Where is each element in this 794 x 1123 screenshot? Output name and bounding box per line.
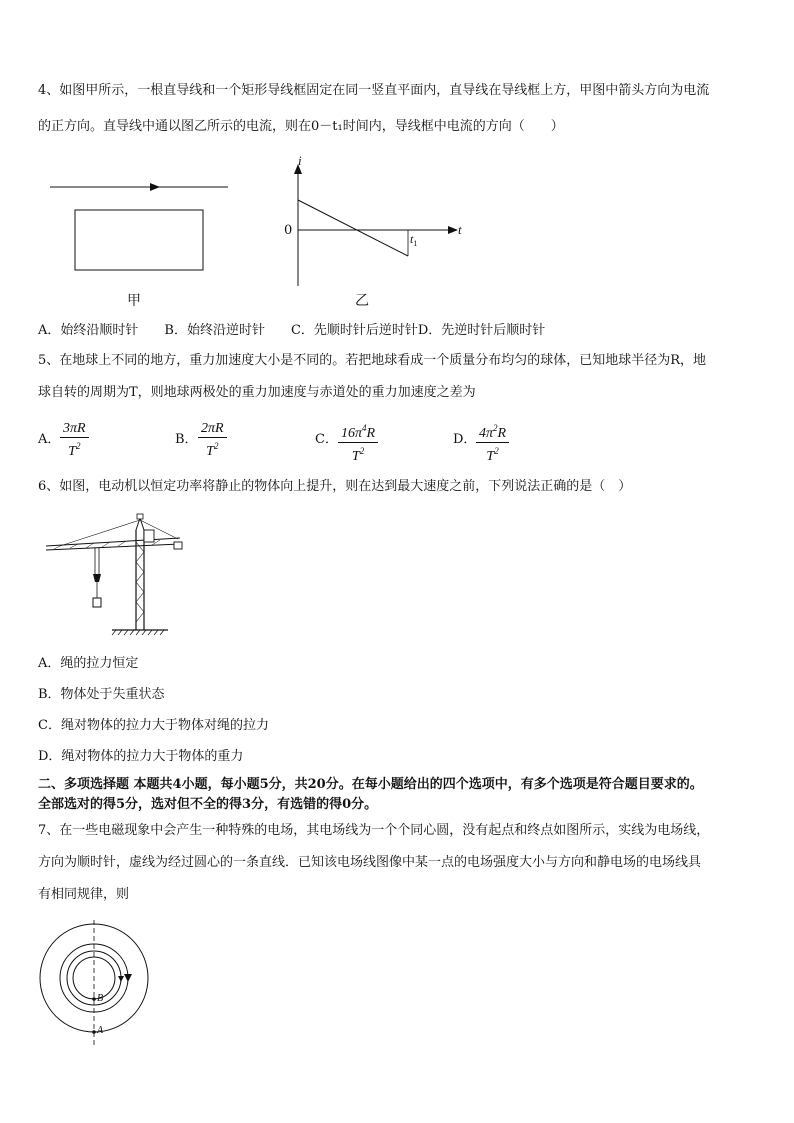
concentric-field-lines-figure (36, 918, 156, 1048)
graph-i-label: i (298, 153, 302, 168)
section2-heading-line1: 二、多项选择题 本题共4小题，每小题5分，共20分。在每小题给出的四个选项中，有多个选项是符合题目要求的。 (38, 777, 703, 792)
q5-option-d-fraction: $\frac{4\pi^2R}{T^2}$ (476, 420, 509, 465)
q6-stem: 6、如图，电动机以恒定功率将静止的物体向上提升，则在达到最大速度之前，下列说法正确的是（ ） (38, 479, 632, 494)
q5-option-c-label: C． (315, 432, 338, 447)
q5-stem-line1: 5、在地球上不同的地方，重力加速度大小是不同的。若把地球看成一个质量分布均匀的球体，已知地球半径为R，地 (38, 353, 707, 368)
figure-yi-graph (280, 152, 470, 292)
graph-t-label: t (458, 222, 462, 237)
q5-option-a-label: A． (38, 432, 61, 447)
q5-option-b-label: B． (175, 432, 198, 447)
q5-option-b-fraction: $\frac{2\pi R}{T^2}$ (198, 420, 227, 460)
point-a-label: A (97, 1025, 104, 1036)
q4-options: A．始终沿顺时针 B．始终沿逆时针 C．先顺时针后逆时针D．先逆时针后顺时针 (38, 323, 546, 338)
q5-option-a-fraction: $\frac{3\pi R}{T^2}$ (60, 420, 89, 460)
q7-stem-line1: 7、在一些电磁现象中会产生一种特殊的电场，其电场线为一个个同心圆，没有起点和终点如图所示，实线为电场线， (38, 823, 710, 838)
q5-option-c-fraction: $\frac{16\pi^4R}{T^2}$ (338, 420, 378, 465)
graph-t1-label: $t_1$ (410, 232, 418, 248)
x-axis-arrow-icon (448, 226, 458, 234)
q7-stem-line3: 有相同规律，则 (38, 887, 130, 902)
q4-stem-line2: 的正方向。直导线中通以图乙所示的电流，则在0－t₁时间内，导线框中电流的方向（ ） (38, 119, 564, 134)
q6-option-d: D．绳对物体的拉力大于物体的重力 (38, 749, 244, 764)
point-b (92, 997, 96, 1001)
q6-option-b: B．物体处于失重状态 (38, 687, 165, 702)
q5-option-d-label: D． (453, 432, 477, 447)
q4-stem-line1: 4、如图甲所示，一根直导线和一个矩形导线框固定在同一竖直平面内，直导线在导线框上方，甲图中箭头方向为电流 (38, 83, 710, 98)
figure-yi-label: 乙 (355, 293, 369, 309)
q7-stem-line2: 方向为顺时针，虚线为经过圆心的一条直线．已知该电场线图像中某一点的电场强度大小与方向和静电场的电场线具 (38, 855, 702, 870)
point-b-label: B (97, 993, 104, 1004)
q6-option-a: A．绳的拉力恒定 (38, 656, 139, 671)
clockwise-arrow-icon (124, 974, 132, 982)
figure-jia (40, 175, 240, 275)
clockwise-arrow-icon (118, 976, 124, 982)
graph-origin-label: 0 (284, 223, 293, 238)
load-block (93, 598, 101, 607)
rectangular-loop (75, 210, 203, 270)
q5-stem-line2: 球自转的周期为T，则地球两极处的重力加速度与赤道处的重力加速度之差为 (38, 385, 476, 400)
q6-option-c: C．绳对物体的拉力大于物体对绳的拉力 (38, 718, 269, 733)
current-arrow-icon (150, 183, 160, 191)
section2-heading-line2: 全部选对的得5分，选对但不全的得3分，有选错的得0分。 (38, 797, 378, 812)
tower-crane-figure (40, 512, 190, 637)
point-a (92, 1030, 96, 1034)
figure-jia-label: 甲 (127, 293, 141, 309)
current-line (298, 200, 408, 256)
